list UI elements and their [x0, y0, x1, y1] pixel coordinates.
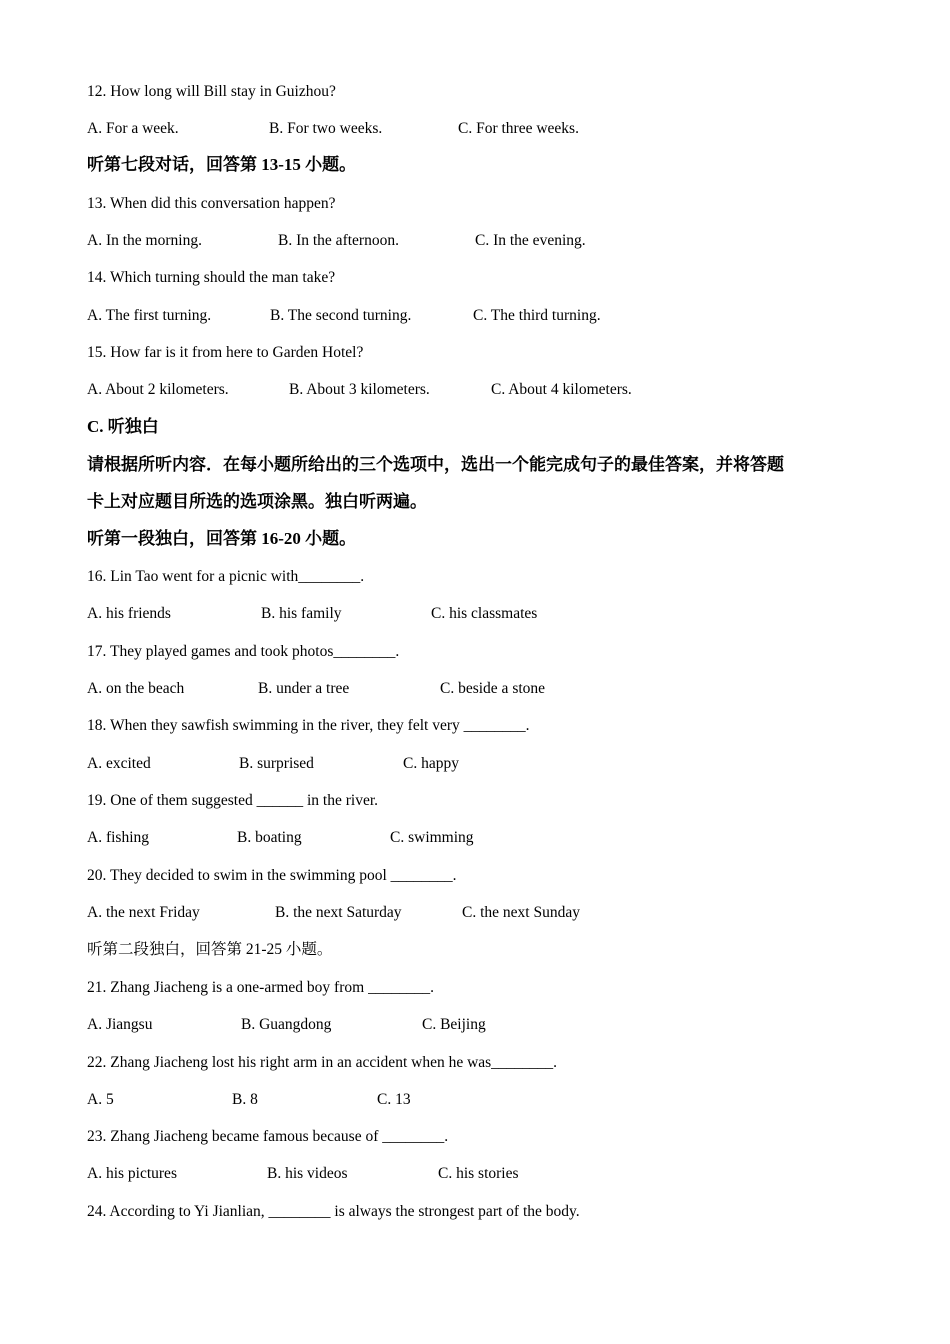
question-17: 17. They played games and took photos________. — [87, 643, 400, 660]
option-b: B. the next Saturday — [275, 904, 402, 921]
option-b: B. his family — [261, 605, 342, 622]
option-a: A. In the morning. — [87, 232, 202, 249]
option-c: C. his classmates — [431, 605, 538, 622]
option-c: C. The third turning. — [473, 307, 601, 324]
option-c: C. the next Sunday — [462, 904, 580, 921]
option-c: C. his stories — [438, 1165, 519, 1182]
section-heading: 听第二段独白，回答第 21-25 小题。 — [87, 941, 333, 958]
question-16: 16. Lin Tao went for a picnic with________. — [87, 568, 365, 585]
option-c: C. In the evening. — [475, 232, 586, 249]
question-18: 18. When they sawfish swimming in the river, they felt very ________. — [87, 717, 530, 734]
option-b: B. The second turning. — [270, 307, 412, 324]
question-24: 24. According to Yi Jianlian, ________ is always the strongest part of the body. — [87, 1203, 580, 1220]
option-a: A. on the beach — [87, 680, 185, 697]
option-c: C. For three weeks. — [458, 120, 579, 137]
option-b: B. About 3 kilometers. — [289, 381, 430, 398]
option-a: A. About 2 kilometers. — [87, 381, 229, 398]
option-b: B. In the afternoon. — [278, 232, 399, 249]
option-a: A. fishing — [87, 829, 149, 846]
question-15: 15. How far is it from here to Garden Hotel? — [87, 344, 364, 361]
section-heading: 听第一段独白，回答第 16-20 小题。 — [87, 529, 357, 548]
option-b: B. his videos — [267, 1165, 348, 1182]
option-c: C. 13 — [377, 1091, 411, 1108]
option-b: B. 8 — [232, 1091, 258, 1108]
section-heading: C. 听独白 — [87, 417, 159, 436]
option-a: A. 5 — [87, 1091, 114, 1108]
question-14: 14. Which turning should the man take? — [87, 269, 336, 286]
question-23: 23. Zhang Jiacheng became famous because of ________. — [87, 1128, 449, 1145]
option-a: A. Jiangsu — [87, 1016, 153, 1033]
question-21: 21. Zhang Jiacheng is a one-armed boy from ________. — [87, 979, 434, 996]
instructions: 卡上对应题目所选的选项涂黑。独白听两遍。 — [87, 492, 427, 511]
option-a: A. excited — [87, 755, 151, 772]
instructions: 请根据所听内容．在每小题所给出的三个选项中，选出一个能完成句子的最佳答案，并将答题 — [87, 455, 784, 474]
option-b: B. boating — [237, 829, 302, 846]
option-c: C. happy — [403, 755, 459, 772]
option-a: A. the next Friday — [87, 904, 200, 921]
option-a: A. his pictures — [87, 1165, 177, 1182]
option-c: C. Beijing — [422, 1016, 486, 1033]
option-b: B. For two weeks. — [269, 120, 383, 137]
question-20: 20. They decided to swim in the swimming pool ________. — [87, 867, 457, 884]
option-c: C. swimming — [390, 829, 474, 846]
option-a: A. The first turning. — [87, 307, 212, 324]
question-12: 12. How long will Bill stay in Guizhou? — [87, 83, 336, 100]
option-b: B. under a tree — [258, 680, 350, 697]
option-c: C. beside a stone — [440, 680, 546, 697]
question-19: 19. One of them suggested ______ in the river. — [87, 792, 379, 809]
option-b: B. surprised — [239, 755, 314, 772]
option-c: C. About 4 kilometers. — [491, 381, 632, 398]
option-a: A. For a week. — [87, 120, 179, 137]
question-22: 22. Zhang Jiacheng lost his right arm in an accident when he was________. — [87, 1054, 558, 1071]
option-a: A. his friends — [87, 605, 171, 622]
option-b: B. Guangdong — [241, 1016, 332, 1033]
question-13: 13. When did this conversation happen? — [87, 195, 336, 212]
section-heading: 听第七段对话，回答第 13-15 小题。 — [87, 155, 357, 174]
